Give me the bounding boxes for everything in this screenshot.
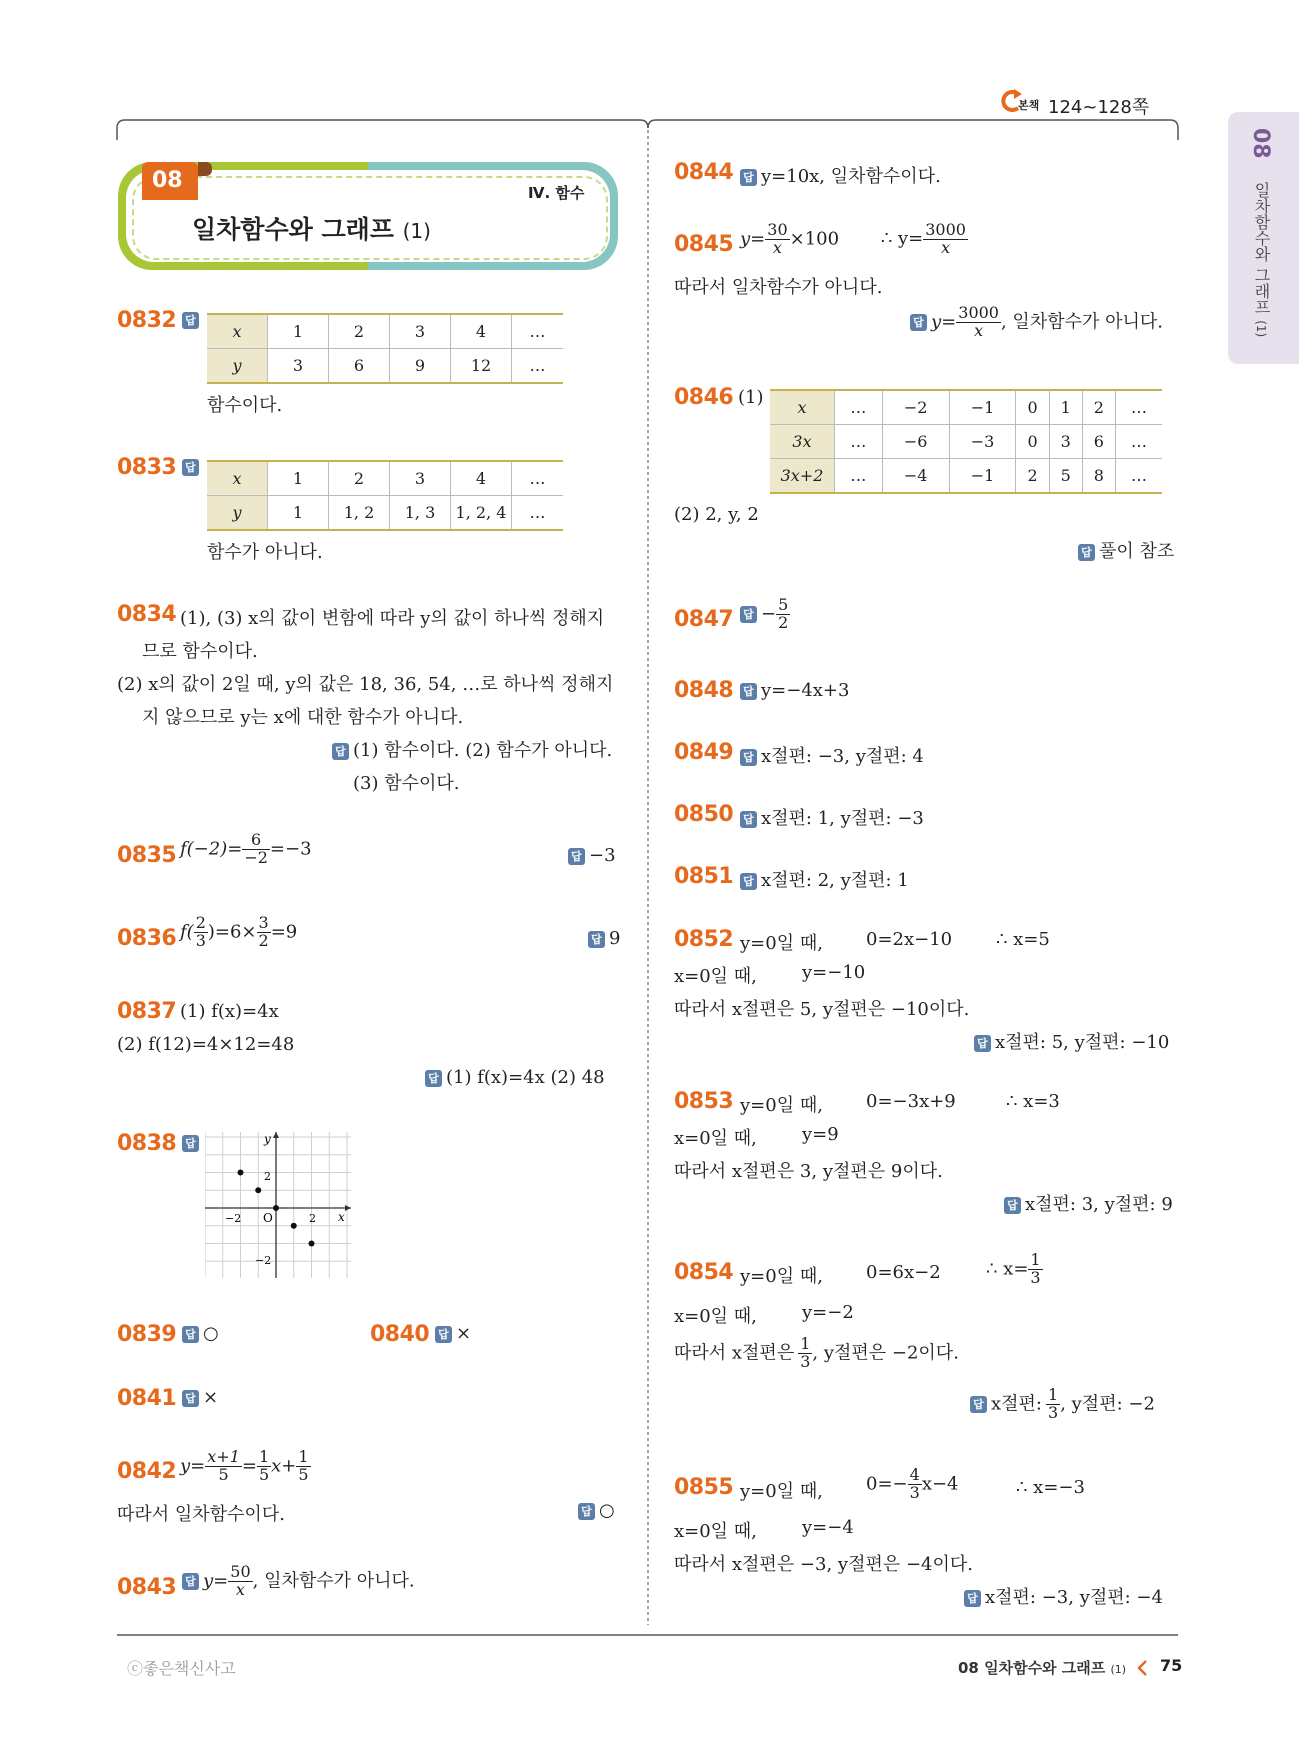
solution-line: y=0일 때, (740, 933, 823, 954)
numerator: 3000 (925, 220, 966, 239)
answer-line (568, 845, 616, 866)
expr-text: x−4 (921, 1473, 959, 1495)
answer-mark: 답 (578, 1503, 595, 1520)
answer-line (578, 1500, 615, 1521)
x-tick-label: −2 (225, 1212, 242, 1225)
table-cell: 3 (268, 349, 329, 384)
solution-line: y=0일 때, (740, 1481, 823, 1502)
answer-mark: 답 (1078, 544, 1095, 561)
solution-line (180, 1449, 311, 1484)
table-cell: 1 (268, 461, 329, 496)
expr-text: ∴ y= (880, 228, 924, 250)
expr-text: y= (740, 228, 766, 250)
problem-number: 0848 (674, 678, 734, 703)
y-axis-label: y (264, 1132, 271, 1146)
solution-line: x=0일 때, (674, 966, 757, 987)
unit-label: Ⅳ. 함수 (528, 184, 585, 202)
solution-line: (2) f(12)=4×12=48 (117, 1034, 295, 1055)
denominator: 3 (909, 1482, 920, 1502)
answer-mark: 답 (1004, 1197, 1021, 1214)
table-row (207, 349, 563, 384)
expr-text: x+ (271, 1455, 297, 1477)
table-cell: … (835, 425, 883, 459)
expr-text: ×100 (789, 228, 840, 250)
solution-line: (1), (3) x의 값이 변함에 따라 y의 값이 하나씩 정해지 (180, 608, 605, 629)
solution-line (674, 1336, 959, 1371)
table-cell: y (207, 496, 268, 531)
footer-chapter-sub: (1) (1110, 1663, 1127, 1676)
denominator: −2 (244, 847, 268, 867)
fraction (228, 1564, 252, 1599)
problem-number: 0850 (674, 802, 734, 827)
answer-text: y=−4x+3 (761, 680, 850, 701)
table-row (770, 459, 1162, 494)
expr-text: =−3 (269, 838, 312, 860)
solution-line: (1) f(x)=4x (180, 1001, 279, 1022)
expr-text: y= (931, 311, 957, 333)
fraction (956, 305, 1001, 340)
table-cell: … (512, 349, 564, 384)
table-cell: 0 (1016, 425, 1049, 459)
numerator: 5 (778, 595, 789, 614)
problem-number: 0842 (117, 1459, 177, 1484)
table-cell: 2 (1082, 390, 1115, 425)
solution-line: y=9 (802, 1124, 839, 1145)
answer-line (974, 1028, 1169, 1054)
table-cell: 2 (329, 461, 390, 496)
x-tick-label: 2 (309, 1212, 316, 1225)
solution-line: ∴ x=−3 (1016, 1477, 1085, 1498)
answer-mark: 답 (964, 1590, 981, 1607)
numerator: x+1 (207, 1447, 240, 1466)
answer-line (182, 1564, 415, 1599)
answer-text: 풀이 참조 (1099, 541, 1175, 562)
y-tick-label: −2 (255, 1254, 272, 1267)
solution-line: y=0일 때, (740, 1095, 823, 1116)
problem-number: 0835 (117, 843, 177, 868)
fraction (765, 222, 789, 257)
table-cell: 4 (451, 461, 512, 496)
table-cell: 1 (1049, 390, 1082, 425)
problem-number: 0837 (117, 999, 177, 1024)
value-table-0832 (207, 313, 563, 384)
answer-text: , 일차함수가 아니다. (1000, 311, 1163, 333)
problem-number: 0843 (117, 1575, 177, 1600)
solution-line: 따라서 x절편은 −3, y절편은 −4이다. (674, 1554, 973, 1575)
solution-line (986, 1252, 1043, 1287)
table-cell: … (1115, 459, 1162, 494)
denominator: 3 (195, 930, 206, 950)
side-tab-number: 08 (1248, 128, 1273, 159)
coordinate-graph (205, 1132, 351, 1278)
table-cell: 4 (451, 314, 512, 349)
result-text: 함수이다. (207, 395, 283, 416)
denominator: 3 (1048, 1402, 1059, 1422)
answer-text: x절편: −3, y절편: 4 (761, 746, 924, 767)
answer-mark: 답 (740, 683, 757, 700)
side-tab-title-sub: (1) (1254, 320, 1268, 338)
answer-text: × (203, 1387, 219, 1408)
numerator: 4 (909, 1465, 920, 1484)
answer-line (435, 1323, 471, 1344)
solution-line: x=0일 때, (674, 1306, 757, 1327)
answer-line (1078, 537, 1174, 563)
fraction (798, 1336, 812, 1371)
section-number: 08 (152, 168, 183, 193)
section-banner (118, 162, 618, 270)
part-text: (2) 2, y, 2 (674, 504, 759, 525)
graph-point (238, 1170, 244, 1176)
table-cell: −3 (949, 425, 1016, 459)
answer-mark: 답 (182, 1573, 199, 1590)
answer-text: x절편: (991, 1393, 1042, 1415)
table-cell: x (770, 390, 835, 425)
table-cell: 1 (268, 314, 329, 349)
x-axis-label: x (338, 1210, 345, 1224)
solution-line: x=0일 때, (674, 1521, 757, 1542)
graph-point (255, 1187, 261, 1193)
problem-number: 0833 (117, 455, 177, 480)
answer-mark: 답 (568, 848, 585, 865)
footer-chapter (958, 1657, 1126, 1678)
table-cell: … (1115, 425, 1162, 459)
expr-text: f(−2)= (180, 838, 243, 860)
table-cell: 12 (451, 349, 512, 384)
answer-text: x절편: 5, y절편: −10 (995, 1032, 1170, 1053)
numerator: 1 (1030, 1250, 1041, 1269)
numerator: 2 (195, 913, 206, 932)
answer-mark: 답 (182, 1326, 199, 1343)
table-cell: 1, 2, 4 (451, 496, 512, 531)
problem-number: 0840 (370, 1322, 430, 1347)
denominator: x (941, 237, 951, 257)
solution-line: 따라서 일차함수이다. (117, 1504, 285, 1525)
expr-text: y= (180, 1455, 206, 1477)
table-cell: 3 (390, 461, 451, 496)
answer-line (740, 866, 909, 892)
numerator: 1 (800, 1334, 811, 1353)
problem-number: 0845 (674, 232, 734, 257)
fraction (257, 1449, 271, 1484)
expr-text: )=6× (207, 921, 257, 943)
solution-line: 따라서 일차함수가 아니다. (674, 277, 883, 298)
expr-text: = (241, 1455, 257, 1477)
answer-line (964, 1583, 1163, 1609)
problem-number: 0846 (674, 385, 734, 410)
solution-line: 따라서 x절편은 5, y절편은 −10이다. (674, 999, 970, 1020)
table-cell: 3x (770, 425, 835, 459)
table-cell: 1 (268, 496, 329, 531)
page-number: 75 (1160, 1656, 1183, 1675)
answer-mark: 답 (740, 749, 757, 766)
fraction (296, 1449, 310, 1484)
section-number-badge (142, 162, 198, 200)
answer-line (332, 736, 612, 762)
answer-mark: 답 (974, 1035, 991, 1052)
problem-number: 0839 (117, 1322, 177, 1347)
answer-mark: 답 (740, 169, 757, 186)
denominator: 3 (800, 1351, 811, 1371)
section-title (192, 210, 431, 246)
answer-line (740, 597, 790, 632)
answer-mark: 답 (435, 1326, 452, 1343)
fraction (908, 1467, 922, 1502)
table-cell: −2 (882, 390, 949, 425)
denominator: 2 (778, 612, 789, 632)
answer-mark: 답 (740, 606, 757, 623)
table-cell: 2 (329, 314, 390, 349)
table-cell: 2 (1016, 459, 1049, 494)
side-tab-title-text: 일차함수와 그래프 (1252, 182, 1271, 316)
answer-text: ○ (599, 1500, 615, 1521)
answer-mark: 답 (970, 1396, 987, 1413)
answer-text: −3 (589, 845, 616, 866)
table-cell: x (207, 314, 268, 349)
section-title-text: 일차함수와 그래프 (192, 215, 394, 244)
fraction (205, 1449, 242, 1484)
fraction (194, 915, 208, 950)
answer-line (740, 804, 924, 830)
book-label: 본책 (1018, 99, 1040, 112)
denominator: x (235, 1579, 245, 1599)
solution-line: x=0일 때, (674, 1128, 757, 1149)
y-tick-label: 2 (264, 1170, 271, 1183)
answer-mark: 답 (332, 743, 349, 760)
denominator: 5 (258, 1464, 270, 1484)
problem-number: 0838 (117, 1131, 177, 1156)
table-cell: 1, 3 (390, 496, 451, 531)
answer-mark: 답 (740, 811, 757, 828)
solution-line: y=−2 (802, 1302, 854, 1323)
table-row (207, 496, 563, 531)
table-cell: 3x+2 (770, 459, 835, 494)
table-cell: −1 (949, 390, 1016, 425)
solution-line: 지 않으므로 y는 x에 대한 함수가 아니다. (142, 707, 464, 728)
answer-text: ○ (203, 1323, 219, 1344)
answer-text: (1) f(x)=4x (2) 48 (446, 1067, 605, 1088)
table-cell: 3 (1049, 425, 1082, 459)
answer-mark: 답 (588, 931, 605, 948)
problem-number: 0832 (117, 308, 177, 333)
numerator: 30 (767, 220, 788, 239)
answer-text: 9 (609, 928, 621, 949)
footer-chapter-text: 08 일차함수와 그래프 (958, 1659, 1106, 1677)
answer-mark: 답 (910, 314, 927, 331)
answer-line (970, 1387, 1155, 1422)
problem-number: 0851 (674, 864, 734, 889)
solution-line: y=0일 때, (740, 1266, 823, 1287)
answer-line (740, 680, 849, 701)
answer-line (588, 928, 620, 949)
table-cell: 9 (390, 349, 451, 384)
answer-mark: 답 (182, 1135, 199, 1152)
solution-line: 0=−3x+9 (866, 1091, 956, 1112)
denominator: 3 (1030, 1267, 1041, 1287)
answer-mark: 답 (182, 1390, 199, 1407)
solution-line: 따라서 x절편은 3, y절편은 9이다. (674, 1161, 943, 1182)
fraction (923, 222, 968, 257)
solution-line (866, 1467, 959, 1502)
denominator: x (772, 237, 782, 257)
table-cell: … (512, 496, 564, 531)
result-text: 함수가 아니다. (207, 542, 323, 563)
expr-text: y= (203, 1570, 229, 1592)
answer-text: x절편: 3, y절편: 9 (1025, 1194, 1173, 1215)
fraction (776, 597, 790, 632)
solution-line: 0=6x−2 (866, 1262, 941, 1283)
table-row (207, 314, 563, 349)
numerator: 6 (242, 832, 270, 850)
problem-number: 0836 (117, 926, 177, 951)
value-table-0833 (207, 460, 563, 531)
answer-text: , y절편: −2 (1060, 1393, 1155, 1415)
numerator: 1 (298, 1447, 309, 1466)
table-cell: 1, 2 (329, 496, 390, 531)
problem-number: 0834 (117, 602, 177, 627)
answer-text: x절편: 1, y절편: −3 (761, 808, 924, 829)
table-cell: 6 (329, 349, 390, 384)
solution-line: y=−4 (802, 1517, 854, 1538)
expr-text: ∴ x= (986, 1258, 1029, 1280)
solution-line: 므로 함수이다. (142, 641, 258, 662)
table-cell: x (207, 461, 268, 496)
solution-line: ∴ x=5 (996, 929, 1050, 950)
section-title-sub: (1) (402, 219, 431, 243)
answer-line (740, 742, 924, 768)
solution-line: ∴ x=3 (1006, 1091, 1060, 1112)
solution-line: 0=2x−10 (866, 929, 953, 950)
expr-text: =9 (270, 921, 298, 943)
table-cell: 6 (1082, 425, 1115, 459)
problem-number: 0853 (674, 1089, 734, 1114)
answer-text: (3) 함수이다. (353, 773, 460, 794)
table-cell: 5 (1049, 459, 1082, 494)
table-cell: 0 (1016, 390, 1049, 425)
graph-point (273, 1205, 279, 1211)
numerator: 3 (258, 913, 269, 932)
numerator: 50 (230, 1562, 251, 1581)
answer-text: x절편: −3, y절편: −4 (985, 1587, 1163, 1608)
value-table-0846 (770, 389, 1162, 494)
chevron-left-icon (1136, 1660, 1148, 1676)
problem-number: 0852 (674, 927, 734, 952)
numerator: 3000 (958, 303, 999, 322)
solution-line (180, 915, 297, 950)
answer-line (1004, 1190, 1173, 1216)
fraction (1046, 1387, 1060, 1422)
answer-line (740, 162, 941, 188)
table-cell: … (512, 461, 564, 496)
numerator: 1 (1048, 1385, 1059, 1404)
problem-number: 0849 (674, 740, 734, 765)
table-cell: −1 (949, 459, 1016, 494)
table-row (207, 461, 563, 496)
table-cell: … (512, 314, 564, 349)
answer-line (425, 1067, 605, 1088)
table-cell: −6 (882, 425, 949, 459)
page-range: 124~128쪽 (1048, 97, 1150, 118)
answer-mark: 답 (740, 873, 757, 890)
table-row (770, 390, 1162, 425)
table-cell: −4 (882, 459, 949, 494)
origin-label: O (263, 1211, 273, 1225)
expr-text: 0=− (866, 1473, 908, 1495)
expr-text: , y절편은 −2이다. (812, 1342, 959, 1364)
problem-number: 0841 (117, 1386, 177, 1411)
answer-mark: 답 (182, 312, 199, 329)
fraction (242, 832, 270, 867)
table-cell: 3 (390, 314, 451, 349)
problem-number: 0844 (674, 160, 734, 185)
denominator: 5 (218, 1464, 229, 1484)
expr-text: f( (180, 921, 194, 943)
answer-line (910, 305, 1163, 340)
part-label: (1) (738, 387, 764, 408)
denominator: 5 (298, 1464, 309, 1484)
answer-text: , 일차함수가 아니다. (252, 1570, 415, 1592)
solution-line (180, 832, 312, 867)
graph-point (291, 1223, 297, 1229)
table-cell: … (835, 390, 883, 425)
solution-line: y=−10 (802, 962, 866, 983)
table-cell: 8 (1082, 459, 1115, 494)
table-cell: y (207, 349, 268, 384)
fraction (1028, 1252, 1042, 1287)
problem-number: 0847 (674, 607, 734, 632)
table-cell: … (835, 459, 883, 494)
solution-line (740, 222, 968, 257)
publisher: ⓒ좋은책신사고 (127, 1659, 236, 1678)
answer-text: y=10x, 일차함수이다. (761, 166, 941, 187)
answer-text: × (456, 1323, 472, 1344)
table-row (770, 425, 1162, 459)
answer-mark: 답 (425, 1070, 442, 1087)
table-cell: … (1115, 390, 1162, 425)
fraction (257, 915, 271, 950)
answer-line (182, 1387, 218, 1408)
denominator: 2 (258, 930, 269, 950)
solution-line: (2) x의 값이 2일 때, y의 값은 18, 36, 54, …로 하나씩 정해지 (117, 674, 614, 695)
answer-text: (1) 함수이다. (2) 함수가 아니다. (353, 740, 613, 761)
answer-line (182, 1323, 219, 1344)
denominator: x (974, 320, 984, 340)
expr-text: 따라서 x절편은 (674, 1342, 795, 1364)
answer-mark: 답 (182, 459, 199, 476)
problem-number: 0854 (674, 1260, 734, 1285)
graph-point (309, 1241, 315, 1247)
expr-text: − (761, 603, 777, 625)
answer-text: x절편: 2, y절편: 1 (761, 870, 909, 891)
problem-number: 0855 (674, 1475, 734, 1500)
numerator: 1 (258, 1447, 270, 1466)
